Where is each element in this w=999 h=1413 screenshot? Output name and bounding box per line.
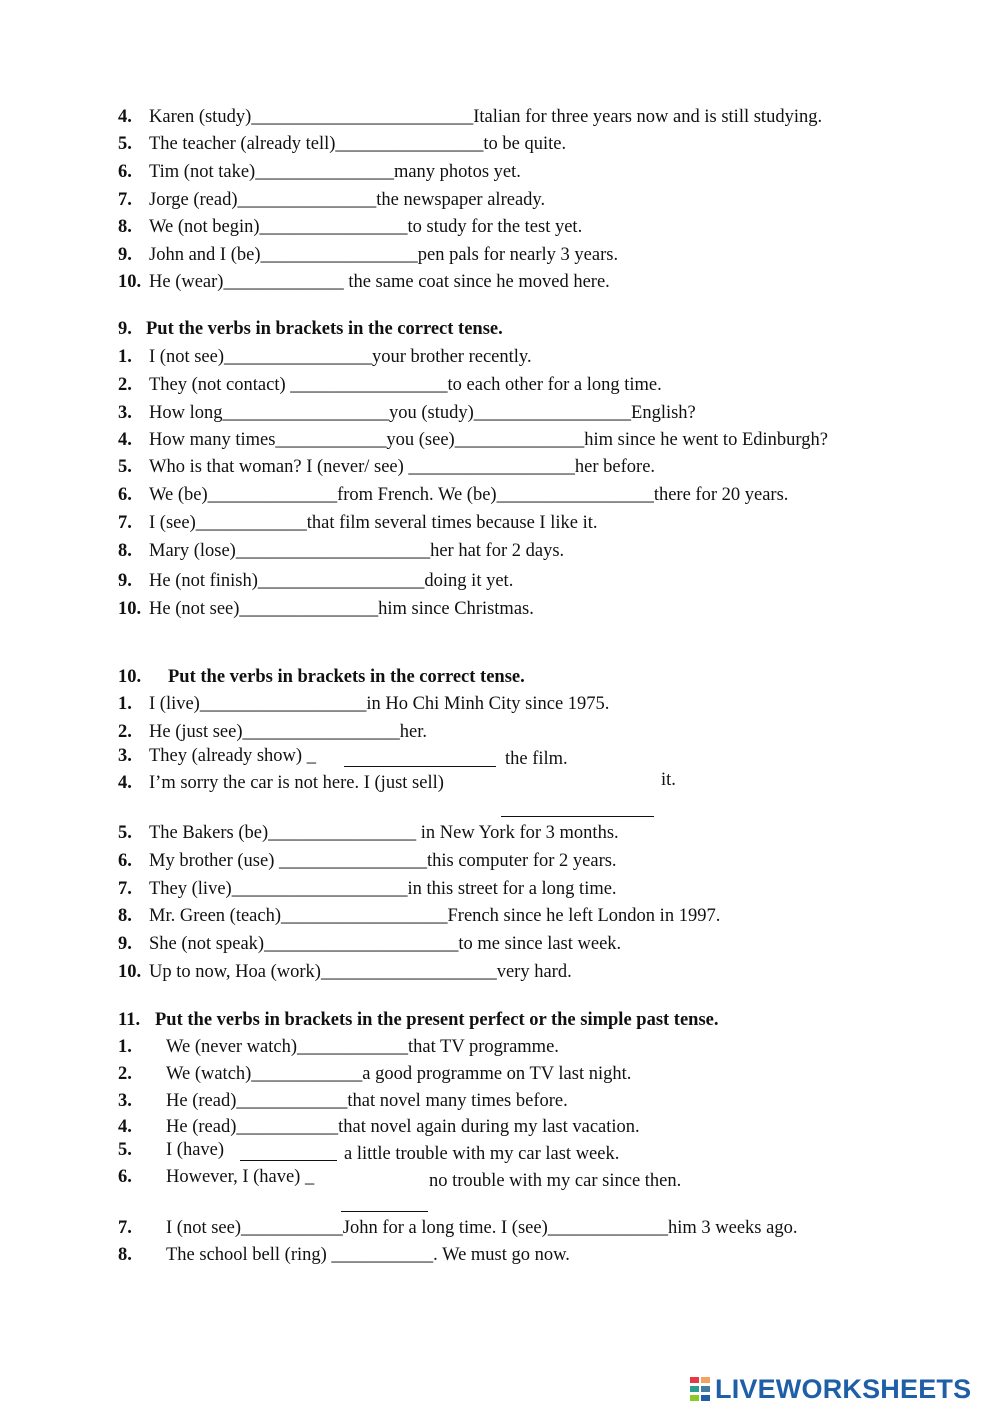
item-number: 8. xyxy=(118,541,132,561)
item-text-tail: a little trouble with my car last week. xyxy=(344,1144,620,1164)
exercise-item xyxy=(118,961,572,983)
item-text: We (not begin)________________to study for the test yet. xyxy=(149,217,583,237)
item-number: 5. xyxy=(118,823,132,843)
item-number: 9. xyxy=(118,934,132,954)
item-text: They (already show) _ xyxy=(149,746,316,766)
item-number: 1. xyxy=(118,1037,132,1057)
item-number: 8. xyxy=(118,906,132,926)
section-number: 10. xyxy=(118,667,142,687)
answer-blank[interactable] xyxy=(240,1160,337,1161)
exercise-item xyxy=(118,161,521,183)
item-number: 3. xyxy=(118,746,132,766)
item-text: She (not speak)_____________________to me since last week. xyxy=(149,934,622,954)
exercise-item xyxy=(118,133,566,155)
item-number: 7. xyxy=(118,1218,132,1238)
item-number: 10. xyxy=(118,962,142,982)
item-text: He (not finish)__________________doing it yet. xyxy=(149,571,514,591)
exercise-item xyxy=(118,598,534,620)
exercise-item xyxy=(118,1139,224,1161)
item-text: How long__________________you (study)_________________English? xyxy=(149,403,696,423)
item-text: I (live)__________________in Ho Chi Minh City since 1975. xyxy=(149,694,610,714)
item-text: He (read)____________that novel many times before. xyxy=(166,1091,568,1111)
item-number: 10. xyxy=(118,599,142,619)
item-text: Who is that woman? I (never/ see) __________________her before. xyxy=(149,457,656,477)
exercise-item xyxy=(118,1090,568,1112)
exercise-item xyxy=(118,512,598,534)
item-text: Mary (lose)_____________________her hat for 2 days. xyxy=(149,541,565,561)
item-number: 2. xyxy=(118,1064,132,1084)
item-number: 7. xyxy=(118,513,132,533)
item-text: He (not see)_______________him since Christmas. xyxy=(149,599,534,619)
item-number: 6. xyxy=(118,1167,132,1187)
item-text: How many times____________you (see)______________him since he went to Edinburgh? xyxy=(149,430,828,450)
exercise-item xyxy=(118,933,621,955)
exercise-item xyxy=(118,570,513,592)
exercise-item xyxy=(118,1036,559,1058)
item-text: The teacher (already tell)________________to be quite. xyxy=(149,134,567,154)
exercise-item xyxy=(118,1063,631,1085)
exercise-item xyxy=(118,721,427,743)
section-number: 11. xyxy=(118,1010,141,1030)
item-text: We (watch)____________a good programme on TV last night. xyxy=(166,1064,632,1084)
item-text: Karen (study)________________________Italian for three years now and is still studying. xyxy=(149,107,823,127)
item-text: They (live)___________________in this street for a long time. xyxy=(149,879,617,899)
item-number: 2. xyxy=(118,722,132,742)
exercise-item xyxy=(118,456,655,478)
item-number: 5. xyxy=(118,457,132,477)
item-text: However, I (have) _ xyxy=(166,1167,315,1187)
section-11-heading xyxy=(118,1009,719,1031)
item-number: 7. xyxy=(118,879,132,899)
item-text: I (not see)___________John for a long time. I (see)_____________him 3 weeks ago. xyxy=(166,1218,798,1238)
item-text-tail: no trouble with my car since then. xyxy=(429,1171,682,1191)
exercise-item xyxy=(118,106,822,128)
item-number: 9. xyxy=(118,571,132,591)
section-title: Put the verbs in brackets in the present perfect or the simple past tense. xyxy=(155,1010,719,1030)
exercise-item xyxy=(118,484,788,506)
item-number: 10. xyxy=(118,272,142,292)
item-text: He (read)___________that novel again during my last vacation. xyxy=(166,1117,640,1137)
item-number: 7. xyxy=(118,190,132,210)
exercise-item xyxy=(118,429,828,451)
item-text: John and I (be)_________________pen pals for nearly 3 years. xyxy=(149,245,619,265)
item-text: We (be)______________from French. We (be)_________________there for 20 years. xyxy=(149,485,789,505)
exercise-item xyxy=(118,745,316,767)
answer-blank[interactable] xyxy=(501,816,654,817)
exercise-item xyxy=(118,402,696,424)
item-text: My brother (use) ________________this computer for 2 years. xyxy=(149,851,617,871)
item-text: We (never watch)____________that TV programme. xyxy=(166,1037,559,1057)
item-number: 3. xyxy=(118,1091,132,1111)
item-text: I (see)____________that film several times because I like it. xyxy=(149,513,598,533)
exercise-item xyxy=(118,244,618,266)
item-text: The school bell (ring) ___________. We must go now. xyxy=(166,1245,570,1265)
item-text: He (just see)_________________her. xyxy=(149,722,427,742)
section-10-heading xyxy=(118,666,525,688)
liveworksheets-logo xyxy=(690,1372,971,1406)
item-text: Mr. Green (teach)__________________French since he left London in 1997. xyxy=(149,906,721,926)
item-number: 5. xyxy=(118,134,132,154)
item-number: 6. xyxy=(118,851,132,871)
item-text: Up to now, Hoa (work)___________________very hard. xyxy=(149,962,572,982)
item-text-tail: the film. xyxy=(505,749,568,769)
item-text: Tim (not take)_______________many photos yet. xyxy=(149,162,521,182)
item-number: 1. xyxy=(118,347,132,367)
section-title: Put the verbs in brackets in the correct tense. xyxy=(168,667,525,687)
item-text: The Bakers (be)________________ in New York for 3 months. xyxy=(149,823,619,843)
item-number: 3. xyxy=(118,403,132,423)
exercise-item xyxy=(118,1217,797,1239)
exercise-item xyxy=(118,271,610,293)
exercise-item xyxy=(118,850,617,872)
section-title: Put the verbs in brackets in the correct tense. xyxy=(146,319,503,339)
exercise-item xyxy=(118,189,545,211)
item-text: He (wear)_____________ the same coat since he moved here. xyxy=(149,272,610,292)
item-text: I (not see)________________your brother recently. xyxy=(149,347,532,367)
section-number: 9. xyxy=(118,319,132,339)
exercise-item xyxy=(118,693,609,715)
item-text: I (have) xyxy=(166,1140,225,1160)
exercise-item xyxy=(118,1166,314,1188)
item-number: 6. xyxy=(118,485,132,505)
exercise-item xyxy=(118,1116,640,1138)
exercise-item xyxy=(118,822,619,844)
section-9-heading xyxy=(118,318,503,340)
item-number: 4. xyxy=(118,1117,132,1137)
item-number: 9. xyxy=(118,245,132,265)
exercise-item xyxy=(118,1244,570,1266)
item-text: They (not contact) _________________to each other for a long time. xyxy=(149,375,662,395)
exercise-item xyxy=(118,216,582,238)
item-text: Jorge (read)_______________the newspaper already. xyxy=(149,190,546,210)
item-text-tail: it. xyxy=(661,770,676,790)
item-number: 4. xyxy=(118,107,132,127)
exercise-item xyxy=(118,772,444,794)
item-number: 6. xyxy=(118,162,132,182)
item-number: 8. xyxy=(118,1245,132,1265)
exercise-item xyxy=(118,905,720,927)
exercise-item xyxy=(118,878,617,900)
item-number: 5. xyxy=(118,1140,132,1160)
answer-blank[interactable] xyxy=(341,1211,428,1212)
exercise-item xyxy=(118,540,564,562)
item-number: 4. xyxy=(118,773,132,793)
item-text: I’m sorry the car is not here. I (just sell) xyxy=(149,773,444,793)
item-number: 4. xyxy=(118,430,132,450)
exercise-item xyxy=(118,346,532,368)
logo-wordmark: LIVEWORKSHEETS xyxy=(715,1373,972,1404)
item-number: 1. xyxy=(118,694,132,714)
liveworksheets-logo-icon xyxy=(690,1375,712,1403)
exercise-item xyxy=(118,374,662,396)
item-number: 2. xyxy=(118,375,132,395)
item-number: 8. xyxy=(118,217,132,237)
answer-blank[interactable] xyxy=(344,766,496,767)
